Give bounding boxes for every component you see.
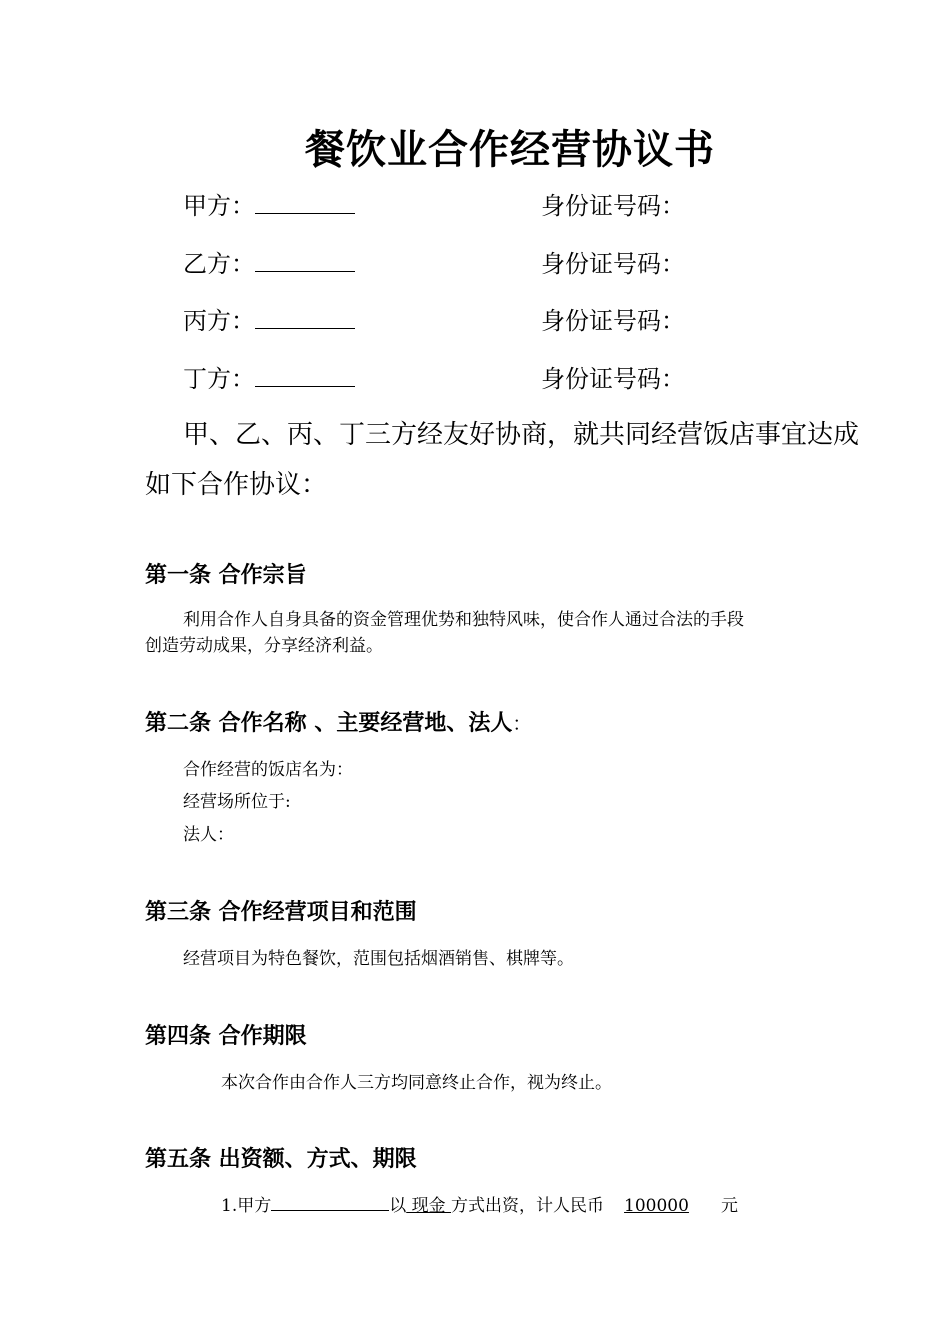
party-b-row [183,244,355,279]
item-1-amount: 100000 [624,1196,689,1216]
section-5-heading: 第五条 出资额、方式、期限 [145,1146,417,1172]
item-1-method: 现金 [406,1196,452,1216]
party-d-row [183,359,355,394]
section-2-line-3: 法人： [183,825,234,845]
document-title: 餐饮业合作经营协议书 [305,126,715,173]
item-1-by: 以 [389,1196,407,1216]
party-a-id-label: 身份证号码： [541,192,685,220]
section-5-item-1 [221,1191,738,1216]
party-c-id-label: 身份证号码： [541,307,685,335]
section-4-heading: 第四条 合作期限 [145,1023,307,1049]
party-b-id-label: 身份证号码： [541,250,685,278]
section-2-line-2: 经营场所位于: [183,792,291,812]
item-1-name-blank[interactable] [271,1194,389,1211]
party-c-label: 丙方： [183,307,255,335]
party-c-blank[interactable] [255,306,355,329]
section-3-heading: 第三条 合作经营项目和范围 [145,899,417,925]
section-2-heading-row [145,706,531,737]
section-1-heading: 第一条 合作宗旨 [145,562,307,588]
item-1-unit: 元 [720,1196,738,1216]
item-1-prefix: 1.甲方 [221,1196,272,1216]
party-d-id-label: 身份证号码： [541,365,685,393]
party-b-blank[interactable] [255,249,355,272]
party-d-blank[interactable] [255,364,355,387]
section-1-line-1: 利用合作人自身具备的资金管理优势和独特风味，使合作人通过合法的手段 [183,610,744,630]
intro-line-1: 甲、乙、丙、丁三方经友好协商，就共同经营饭店事宜达成 [183,420,860,450]
section-3-line-1: 经营项目为特色餐饮，范围包括烟酒销售、棋牌等。 [183,949,574,969]
party-d-label: 丁方： [183,365,255,393]
section-2-line-1: 合作经营的饭店名为： [183,760,353,780]
section-1-line-2: 创造劳动成果，分享经济利益。 [145,636,383,656]
party-b-label: 乙方： [183,250,255,278]
party-a-label: 甲方： [183,192,255,220]
party-a-row [183,186,355,221]
section-2-heading-suffix: ： [512,713,532,735]
section-4-line-1: 本次合作由合作人三方均同意终止合作，视为终止。 [221,1073,612,1093]
item-1-mid: 方式出资，计人民币 [451,1196,605,1216]
section-2-heading: 第二条 合作名称 、主要经营地、法人 [145,710,513,736]
party-c-row [183,301,355,336]
party-a-blank[interactable] [255,191,355,214]
intro-line-2: 如下合作协议： [145,470,328,500]
